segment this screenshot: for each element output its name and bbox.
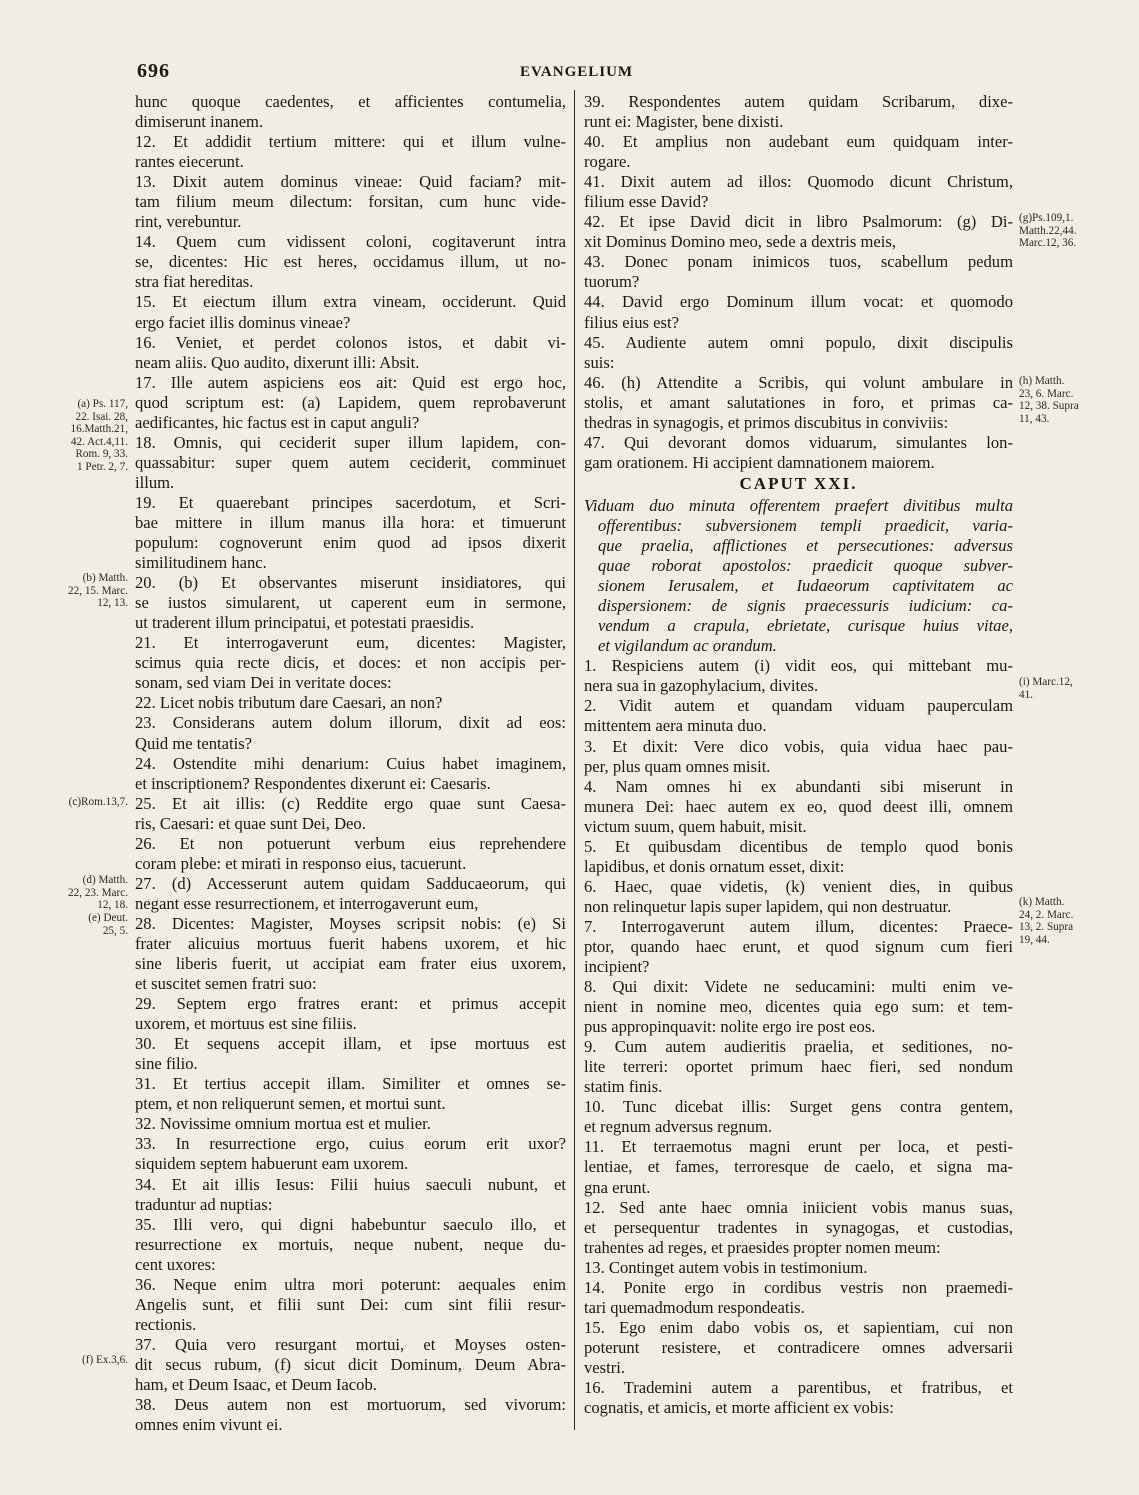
text-line: 41. Dixit autem ad illos: Quomodo dicunt Christum, — [584, 172, 1013, 192]
text-line: ptor, quando haec erunt, et quod signum cum fieri — [584, 936, 1013, 956]
text-line: 42. Et ipse David dicit in libro Psalmorum: (g) Di- — [584, 212, 1013, 232]
text-line: 4. Nam omnes hi ex abundanti sibi miserunt in — [584, 776, 1013, 796]
margin-note — [44, 398, 128, 474]
text-line: vestri. — [584, 1357, 626, 1377]
text-line: quod scriptum est: (a) Lapidem, quem reprobaverunt — [135, 392, 566, 412]
summary-line: dispersionem: de signis praecessuris iudicium: ca- — [598, 596, 1013, 616]
text-line: rectionis. — [135, 1314, 197, 1334]
text-line: cognatis, et amicis, et morte afficient ex vobis: — [584, 1398, 894, 1418]
margin-note-line: Rom. 9, 33. — [75, 448, 128, 461]
text-line: populum: cognoverunt enim quod ad ipsos dixerit — [135, 533, 566, 553]
text-line: quassabitur: super quem autem ceciderit, comminuet — [135, 452, 566, 472]
text-line: ham, et Deum Isaac, et Deum Iacob. — [135, 1375, 377, 1394]
text-line: et inscriptionem? Respondentes dixerunt ei: Caesaris. — [135, 773, 491, 793]
text-line: et persequentur tradentes in synagogas, et custodias, — [584, 1217, 1013, 1237]
text-line: Angelis sunt, et filii sunt Dei: cum sint filii resur- — [135, 1294, 566, 1314]
margin-note-line: 24, 2. Marc. — [1019, 908, 1074, 921]
text-line: frater alicuius mortuus fuerit habens uxorem, et hic — [135, 933, 566, 953]
text-line: 23. Considerans autem dolum illorum, dixit ad eos: — [135, 713, 566, 733]
text-line: 29. Septem ergo fratres erant: et primus accepit — [135, 994, 566, 1014]
right-column — [584, 92, 1013, 1418]
text-line: 37. Quia vero resurgant mortui, et Moyses osten- — [135, 1334, 566, 1354]
text-line: nera sua in gazophylacium, divites. — [584, 676, 819, 696]
margin-note-line: 22, 15. Marc. — [68, 584, 128, 597]
text-line: 17. Ille autem aspiciens eos ait: Quid est ergo hoc, — [135, 372, 566, 392]
text-line: gna erunt. — [584, 1177, 651, 1197]
text-line: lite terreri: oportet primum haec fieri, sed nondum — [584, 1057, 1013, 1077]
margin-note-line: 19, 44. — [1019, 933, 1050, 946]
text-line: stra fiat hereditas. — [135, 272, 254, 292]
text-line: 10. Tunc dicebat illis: Surget gens contra gentem, — [584, 1097, 1013, 1117]
text-line: hunc quoque caedentes, et afficientes contumelia, — [135, 92, 566, 111]
margin-note-line: (g)Ps.109,1. — [1019, 212, 1074, 224]
text-line: 21. Et interrogaverunt eum, dicentes: Magister, — [135, 633, 566, 653]
margin-note-line: 13, 2. Supra — [1019, 921, 1074, 934]
text-line: victum suum, quem habuit, misit. — [584, 816, 807, 836]
margin-note-line: (c)Rom.13,7. — [68, 796, 128, 808]
text-line: thedras in synagogis, et primos discubitus in conviviis: — [584, 412, 949, 432]
summary-line: et vigilandum ac orandum. — [598, 636, 777, 656]
text-line: omnes enim vivunt ei. — [135, 1415, 283, 1435]
margin-note — [44, 912, 128, 937]
text-line: 15. Et eiectum illum extra vineam, occiderunt. Quid — [135, 292, 566, 312]
text-line: 15. Ego enim dabo vobis os, et sapientiam, cui non — [584, 1317, 1013, 1337]
margin-note-line: 1 Petr. 2, 7. — [77, 460, 128, 473]
margin-note-line: (f) Ex.3,6. — [82, 1354, 128, 1366]
text-line: aedificantes, hic factus est in caput anguli? — [135, 412, 420, 432]
margin-note — [1019, 676, 1109, 701]
margin-note — [44, 796, 128, 809]
text-line: non relinquetur lapis super lapidem, qui non destruatur. — [584, 896, 952, 916]
text-line: similitudinem hanc. — [135, 553, 267, 573]
text-line: mittentem aera minuta duo. — [584, 716, 767, 736]
text-line: 2. Vidit autem et quandam viduam pauperculam — [584, 696, 1013, 716]
margin-note-line: 41. — [1019, 688, 1033, 701]
summary-line: vendum a crapula, ebrietate, curisque huius vitae, — [598, 616, 1013, 636]
text-line: lentiae, et fames, terroresque de caelo, et signa ma- — [584, 1157, 1013, 1177]
text-line: 3. Et dixit: Vere dico vobis, quia vidua haec pau- — [584, 736, 1013, 756]
text-line: 5. Et quibusdam dicentibus de templo quod bonis — [584, 836, 1013, 856]
margin-note-line: 25, 5. — [102, 924, 128, 937]
text-line: 14. Quem cum vidissent coloni, cogitaverunt intra — [135, 232, 566, 252]
margin-note-line: (d) Matth. — [82, 874, 128, 886]
text-line: suis: — [584, 352, 615, 372]
text-line: trahentes ad reges, et praesides propter nomen meum: — [584, 1237, 941, 1257]
text-line: poterunt resistere, et contradicere omnes adversarii — [584, 1337, 1013, 1357]
text-line: scimus quia recte dicis, et doces: et non accipis per- — [135, 653, 566, 673]
text-line: ptem, et non reliquerunt semen, et mortui sunt. — [135, 1094, 446, 1114]
text-line: 35. Illi vero, qui digni habebuntur saeculo illo, et — [135, 1214, 566, 1234]
text-line: runt ei: Magister, bene dixisti. — [584, 112, 784, 132]
margin-note-line: (h) Matth. — [1019, 375, 1065, 387]
margin-note — [44, 1354, 128, 1367]
chapter-summary — [584, 496, 1013, 656]
text-line: bae mittere in illum manus illa hora: et timuerunt — [135, 512, 566, 532]
text-line: 22. Licet nobis tributum dare Caesari, an non? — [135, 693, 443, 713]
text-line: 12. Et addidit tertium mittere: qui et illum vulne- — [135, 132, 566, 152]
margin-note-line: Marc.12, 36. — [1019, 237, 1077, 250]
text-line: tari quemadmodum respondeatis. — [584, 1297, 805, 1317]
text-line: stolis, et amant salutationes in foro, et primas ca- — [584, 392, 1013, 412]
chapter-heading: CAPUT XXI. — [739, 473, 858, 493]
margin-note-line: 11, 43. — [1019, 412, 1050, 425]
text-line: 46. (h) Attendite a Scribis, qui volunt ambulare in — [584, 372, 1013, 392]
margin-note-line: 23, 6. Marc. — [1019, 387, 1074, 400]
text-line: coram plebe: et mirati in responso eius, tacuerunt. — [135, 853, 467, 873]
text-line: sine liberis fuerit, ut accipiat eam frater eius uxorem, — [135, 954, 566, 974]
text-line: 13. Continget autem vobis in testimonium. — [584, 1257, 868, 1277]
margin-note — [44, 874, 128, 912]
text-line: 16. Veniet, et perdet colonos istos, et dabit vi- — [135, 332, 566, 352]
summary-line: que praelia, afflictiones et persecutiones: adversus — [598, 536, 1013, 556]
text-line: incipient? — [584, 957, 650, 977]
text-line: xit Dominus Domino meo, sede a dextris meis, — [584, 232, 897, 252]
text-line: filium esse David? — [584, 192, 709, 212]
right-column-text-after — [584, 656, 1013, 1418]
text-line: neam aliis. Quo audito, dixerunt illi: Absit. — [135, 352, 420, 372]
text-line: 13. Dixit autem dominus vineae: Quid faciam? mit- — [135, 172, 566, 192]
text-line: statim finis. — [584, 1077, 663, 1097]
text-line: ris, Caesari: et quae sunt Dei, Deo. — [135, 813, 366, 833]
text-line: 43. Donec ponam inimicos tuos, scabellum pedum — [584, 252, 1013, 272]
margin-note-line: 42. Act.4,11. — [70, 435, 128, 448]
text-line: ergo faciet illis dominus vineae? — [135, 312, 351, 332]
text-line: illum. — [135, 472, 175, 492]
text-line: resurrectione ex mortuis, neque nubent, neque du- — [135, 1234, 566, 1254]
text-line: rantes eiecerunt. — [135, 152, 244, 172]
text-line: traduntur ad nuptias: — [135, 1194, 273, 1214]
text-line: 39. Respondentes autem quidam Scribarum, dixe- — [584, 92, 1013, 111]
margin-note — [1019, 896, 1109, 946]
text-line: sine filio. — [135, 1054, 198, 1074]
text-line: gam orationem. Hi accipient damnationem maiorem. — [584, 452, 935, 472]
text-line: 16. Trademini autem a parentibus, et fratribus, et — [584, 1378, 1013, 1397]
text-line: tam filium meum dilectum: forsitan, cum hunc vide- — [135, 192, 566, 212]
text-line: 26. Et non potuerunt verbum eius reprehendere — [135, 833, 566, 853]
text-line: munera Dei: haec autem ex eo, quod deest illi, omnem — [584, 796, 1013, 816]
summary-line: sionem Ierusalem, et Iudaeorum captivitatem ac — [598, 576, 1013, 596]
page-number: 696 — [137, 60, 170, 82]
margin-note-line: Matth.22,44. — [1019, 224, 1077, 237]
text-line: 24. Ostendite mihi denarium: Cuius habet imaginem, — [135, 753, 566, 773]
text-line: tuorum? — [584, 272, 640, 292]
text-line: 28. Dicentes: Magister, Moyses scripsit nobis: (e) Si — [135, 913, 566, 933]
text-line: 7. Interrogaverunt autem illum, dicentes: Praece- — [584, 916, 1013, 936]
margin-note-line: (a) Ps. 117, — [77, 398, 128, 410]
text-line: 14. Ponite ergo in cordibus vestris non praemedi- — [584, 1277, 1013, 1297]
margin-note — [1019, 212, 1109, 250]
text-line: 27. (d) Accesserunt autem quidam Sadducaeorum, qui — [135, 873, 566, 893]
text-line: rogare. — [584, 152, 631, 172]
text-line: dit secus rubum, (f) sicut dicit Dominum, Deum Abra- — [135, 1354, 566, 1374]
text-line: 18. Omnis, qui ceciderit super illum lapidem, con- — [135, 432, 566, 452]
text-line: 33. In resurrectione ergo, cuius eorum erit uxor? — [135, 1134, 566, 1154]
summary-line: Viduam duo minuta offerentem praefert divitibus multa — [584, 495, 1013, 515]
text-line: 6. Haec, quae videtis, (k) venient dies, in quibus — [584, 876, 1013, 896]
right-column-text-before — [584, 92, 1013, 473]
text-line: lapidibus, et donis ornatum esset, dixit: — [584, 856, 845, 876]
left-column — [135, 92, 566, 1435]
text-line: uxorem, et mortuus est sine filiis. — [135, 1014, 357, 1034]
text-line: 30. Et sequens accepit illam, et ipse mortuus est — [135, 1034, 566, 1054]
margin-note-line: 12, 18. — [97, 899, 128, 912]
margin-note — [44, 572, 128, 610]
margin-note-line: 12, 38. Supra — [1019, 400, 1079, 413]
text-line: 38. Deus autem non est mortuorum, sed vivorum: — [135, 1395, 566, 1415]
text-line: 36. Neque enim ultra mori poterunt: aequales enim — [135, 1274, 566, 1294]
text-line: 40. Et amplius non audebant eum quidquam inter- — [584, 132, 1013, 152]
margin-note-line: (i) Marc.12, — [1019, 676, 1073, 688]
text-line: 32. Novissime omnium mortua est et mulier. — [135, 1114, 431, 1134]
margin-note-line: 22, 23. Marc. — [68, 886, 128, 899]
text-line: se, dicentes: Hic est heres, occidamus illum, ut no- — [135, 252, 566, 272]
margin-note-line: 22. Isai. 28, — [75, 410, 128, 423]
text-line: 31. Et tertius accepit illam. Similiter et omnes se- — [135, 1074, 566, 1094]
text-line: nient in nomine meo, dicentes quia ego sum: et tem- — [584, 997, 1013, 1017]
text-line: sonam, sed viam Dei in veritate doces: — [135, 673, 392, 693]
text-line: ut traderent illum principatui, et potestati praesidis. — [135, 613, 475, 633]
text-line: et suscitet semen fratri suo: — [135, 974, 317, 994]
text-line: 25. Et ait illis: (c) Reddite ergo quae sunt Caesa- — [135, 793, 566, 813]
text-line: et regnum adversus regnum. — [584, 1117, 773, 1137]
text-line: 20. (b) Et observantes miserunt insidiatores, qui — [135, 573, 566, 593]
margin-note-line: (k) Matth. — [1019, 896, 1065, 908]
text-line: pus appropinquavit: nolite ergo ire post eos. — [584, 1017, 876, 1037]
text-line: rint, verebuntur. — [135, 212, 242, 232]
summary-line: offerentibus: subversionem templi praedicit, varia- — [598, 515, 1013, 535]
margin-note-line: 12, 13. — [97, 597, 128, 610]
text-line: filius eius est? — [584, 312, 679, 332]
text-line: 47. Qui devorant domos viduarum, simulantes lon- — [584, 432, 1013, 452]
text-line: 19. Et quaerebant principes sacerdotum, et Scri- — [135, 492, 566, 512]
summary-line: quae roborat apostolos: praedicit quoque subver- — [598, 556, 1013, 576]
text-line: siquidem septem habuerunt eam uxorem. — [135, 1154, 409, 1174]
text-line: 12. Sed ante haec omnia iniicient vobis manus suas, — [584, 1197, 1013, 1217]
text-line: 34. Et ait illis Iesus: Filii huius saeculi nubunt, et — [135, 1174, 566, 1194]
margin-note-line: (e) Deut. — [88, 912, 128, 924]
text-line: 11. Et terraemotus magni erunt per loca, et pesti- — [584, 1137, 1013, 1157]
text-line: 44. David ergo Dominum illum vocat: et quomodo — [584, 292, 1013, 312]
text-line: 9. Cum autem audieritis praelia, et seditiones, no- — [584, 1037, 1013, 1057]
text-line: cent uxores: — [135, 1254, 216, 1274]
text-line: dimiserunt inanem. — [135, 112, 264, 132]
column-divider — [574, 90, 575, 1430]
text-line: per, plus quam omnes misit. — [584, 756, 771, 776]
text-line: 45. Audiente autem omni populo, dixit discipulis — [584, 332, 1013, 352]
text-line: se iustos simularent, ut caperent eum in sermone, — [135, 593, 566, 613]
text-line: negant esse resurrectionem, et interrogaverunt eum, — [135, 893, 479, 913]
margin-note — [1019, 375, 1109, 425]
margin-note-line: (b) Matth. — [82, 572, 128, 584]
text-line: 1. Respiciens autem (i) vidit eos, qui mittebant mu- — [584, 656, 1013, 676]
running-title: EVANGELIUM — [520, 64, 634, 80]
margin-note-line: 16.Matth.21, — [70, 423, 128, 436]
text-line: Quid me tentatis? — [135, 733, 253, 753]
text-line: 8. Qui dixit: Videte ne seducamini: multi enim ve- — [584, 977, 1013, 997]
